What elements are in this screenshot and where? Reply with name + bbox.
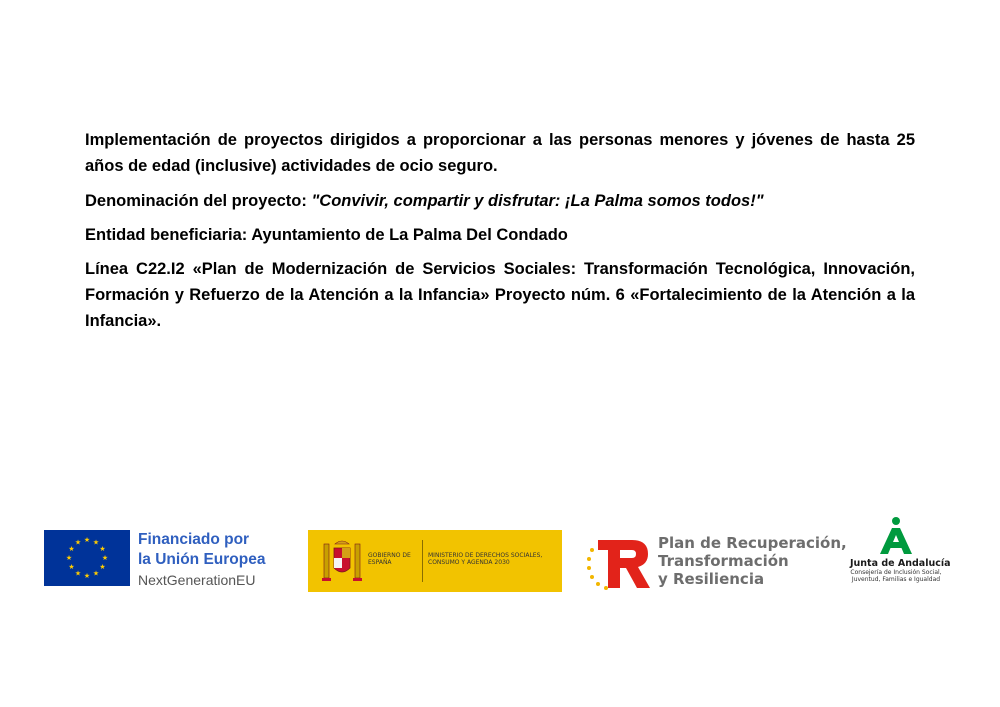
svg-text:★: ★ bbox=[74, 538, 82, 547]
recovery-plan-tr-icon bbox=[586, 534, 652, 592]
svg-text:★: ★ bbox=[83, 572, 91, 580]
eu-logo-line3: NextGenerationEU bbox=[138, 572, 256, 588]
spain-logo-divider bbox=[422, 540, 423, 582]
paragraph-funding-line: Línea C22.I2 «Plan de Modernización de Servicios Sociales: Transformación Tecnológica, Innovación, Formación y Refuerzo de la Atención a la Infancia» Proyecto núm. 6 «Fortalecimiento de la Atención a la Infancia». bbox=[85, 260, 915, 330]
svg-text:★: ★ bbox=[101, 554, 109, 562]
svg-text:★: ★ bbox=[74, 569, 82, 578]
junta-andalucia-department: Consejería de Inclusión Social, Juventud, Familias e Igualdad bbox=[850, 569, 942, 583]
svg-text:★: ★ bbox=[99, 545, 106, 553]
junta-andalucia-name: Junta de Andalucía bbox=[850, 558, 951, 569]
svg-text:★: ★ bbox=[68, 563, 75, 571]
recovery-plan-logo bbox=[586, 532, 848, 594]
recovery-plan-line3: y Resiliencia bbox=[658, 570, 765, 588]
svg-text:★: ★ bbox=[68, 545, 75, 553]
spain-government-label: GOBIERNO DE ESPAÑA bbox=[368, 552, 411, 566]
funding-logos-strip bbox=[0, 510, 1000, 610]
junta-andalucia-a-icon bbox=[876, 516, 916, 556]
svg-text:★: ★ bbox=[99, 563, 106, 571]
project-name-title: "Convivir, compartir y disfrutar: ¡La Palma somos todos!" bbox=[311, 192, 764, 210]
svg-text:★: ★ bbox=[92, 569, 100, 578]
spain-coat-of-arms-icon bbox=[318, 536, 366, 586]
eu-logo-line2: la Unión Europea bbox=[138, 551, 266, 568]
recovery-plan-text bbox=[658, 534, 847, 588]
svg-text:★: ★ bbox=[92, 538, 100, 547]
eu-logo-text bbox=[138, 530, 298, 590]
document-body bbox=[85, 127, 915, 343]
paragraph-description: Implementación de proyectos dirigidos a proporcionar a las personas menores y jóvenes de hasta 25 años de edad (inclusive) actividades de ocio seguro. bbox=[85, 131, 915, 175]
project-name-label: Denominación del proyecto: bbox=[85, 192, 312, 210]
paragraph-beneficiary: Entidad beneficiaria: Ayuntamiento de La Palma Del Condado bbox=[85, 226, 568, 244]
paragraph-project-name bbox=[85, 188, 915, 214]
svg-text:★: ★ bbox=[83, 536, 91, 544]
recovery-plan-line2: Transformación bbox=[658, 552, 789, 570]
spain-government-logo bbox=[308, 530, 562, 592]
spain-ministry-label: MINISTERIO DE DERECHOS SOCIALES, CONSUMO Y AGENDA 2030 bbox=[428, 552, 543, 566]
eu-flag-icon bbox=[44, 530, 130, 586]
recovery-plan-line1: Plan de Recuperación, bbox=[658, 534, 847, 552]
eu-logo bbox=[44, 530, 294, 592]
eu-logo-line1: Financiado por bbox=[138, 531, 250, 548]
junta-andalucia-logo bbox=[850, 516, 951, 600]
svg-text:★: ★ bbox=[65, 554, 73, 562]
